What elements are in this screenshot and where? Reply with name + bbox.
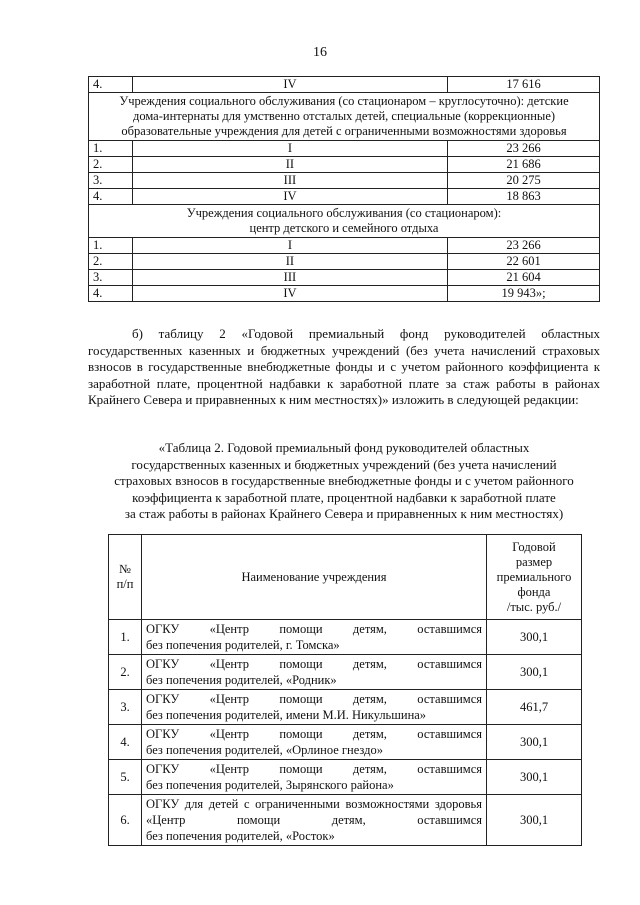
paragraph-line: коэффициента к заработной плате, процентной надбавки к заработной плате xyxy=(88,359,601,391)
caption-line: государственных казенных и бюджетных учреждений (без учета начислений xyxy=(131,456,557,472)
caption-line: «Таблица 2. Годовой премиальный фонд руководителей областных xyxy=(158,440,530,455)
name-line: без попечения родителей, имени М.И. Никульшина» xyxy=(146,708,427,722)
category-cell: III xyxy=(132,173,447,189)
header-fund-line: фонда xyxy=(517,584,551,599)
value-cell: 21 604 xyxy=(448,270,600,286)
header-number xyxy=(109,535,142,620)
row-number: 4. xyxy=(89,286,133,302)
section-line: Учреждения социального обслуживания (со стационаром – круглосуточно): детские xyxy=(119,94,569,108)
header-name: Наименование учреждения xyxy=(142,535,487,620)
paragraph-line: б) таблицу 2 «Годовой премиальный фонд руководителей областных xyxy=(132,326,600,341)
row-number: 1. xyxy=(89,238,133,254)
value-cell: 18 863 xyxy=(448,189,600,205)
section-header-boarding-schools xyxy=(89,93,600,141)
paragraph-text xyxy=(88,326,600,409)
table-row xyxy=(109,655,582,690)
fund-value: 300,1 xyxy=(487,655,582,690)
category-cell: II xyxy=(132,157,447,173)
table-row xyxy=(89,254,600,270)
category-cell: IV xyxy=(132,286,447,302)
header-fund-line: Годовой xyxy=(512,539,556,554)
category-cell: III xyxy=(132,270,447,286)
table-row xyxy=(89,238,600,254)
category-cell: IV xyxy=(132,77,447,93)
row-number: 2. xyxy=(89,254,133,270)
fund-value: 300,1 xyxy=(487,725,582,760)
table-row xyxy=(109,795,582,846)
row-number: 5. xyxy=(109,760,142,795)
table-row xyxy=(109,760,582,795)
name-line: без попечения родителей, г. Томска» xyxy=(146,638,340,652)
row-number: 2. xyxy=(89,157,133,173)
row-number: 2. xyxy=(109,655,142,690)
value-cell: 20 275 xyxy=(448,173,600,189)
table-row xyxy=(89,189,600,205)
value-cell: 21 686 xyxy=(448,157,600,173)
table-row xyxy=(109,725,582,760)
category-cell: IV xyxy=(132,189,447,205)
value-cell: 19 943»; xyxy=(448,286,600,302)
institution-name xyxy=(142,725,487,760)
value-cell: 23 266 xyxy=(448,238,600,254)
institution-name xyxy=(142,620,487,655)
paragraph-line: за стаж работы в районах Крайнего Севера и приравненных к ним местностях)» xyxy=(88,375,600,407)
table-row xyxy=(89,141,600,157)
salary-table-continuation xyxy=(88,76,600,302)
paragraph-line: государственных казенных и бюджетных учреждений (без учета начислений xyxy=(88,342,536,358)
table-row xyxy=(109,620,582,655)
table-caption xyxy=(88,440,600,523)
row-number: 6. xyxy=(109,795,142,846)
section-header-row xyxy=(89,93,600,141)
row-number: 4. xyxy=(89,77,133,93)
name-line: ОГКУ для детей с ограниченными возможностями xyxy=(146,797,430,811)
row-number: 4. xyxy=(109,725,142,760)
institution-name xyxy=(142,655,487,690)
header-fund-line: премиального xyxy=(496,569,572,584)
name-line: без попечения родителей, «Росток» xyxy=(146,829,335,843)
fund-value: 300,1 xyxy=(487,620,582,655)
row-number: 1. xyxy=(109,620,142,655)
premium-fund-table xyxy=(108,534,582,846)
header-row xyxy=(109,535,582,620)
institution-name xyxy=(142,690,487,725)
caption-line: коэффициента к заработной плате, процентной надбавки к заработной плате xyxy=(132,489,556,505)
table-row xyxy=(109,690,582,725)
header-fund xyxy=(487,535,582,620)
paragraph-line: изложить в следующей редакции: xyxy=(391,392,579,407)
value-cell: 22 601 xyxy=(448,254,600,270)
section-line: центр детского и семейного отдыха xyxy=(249,221,439,235)
name-line: ОГКУ «Центр помощи детям, оставшимся xyxy=(146,622,482,636)
header-num-symbol: № xyxy=(119,562,131,576)
fund-value: 300,1 xyxy=(487,760,582,795)
table-row xyxy=(89,270,600,286)
table-row xyxy=(89,77,600,93)
name-line: без попечения родителей, «Родник» xyxy=(146,673,337,687)
category-cell: I xyxy=(132,141,447,157)
section-line: образовательные учреждения для детей с ограниченными возможностями здоровья xyxy=(121,124,567,138)
row-number: 3. xyxy=(109,690,142,725)
name-line: без попечения родителей, Зырянского района» xyxy=(146,778,394,792)
name-line: здоровья «Центр помощи детям, оставшимся xyxy=(146,797,483,827)
fund-value: 461,7 xyxy=(487,690,582,725)
category-cell: I xyxy=(132,238,447,254)
fund-value: 300,1 xyxy=(487,795,582,846)
name-line: ОГКУ «Центр помощи детям, оставшимся xyxy=(146,762,482,776)
name-line: ОГКУ «Центр помощи детям, оставшимся xyxy=(146,657,482,671)
name-line: ОГКУ «Центр помощи детям, оставшимся xyxy=(146,692,482,706)
section-line: дома-интернаты для умственно отсталых детей, специальные (коррекционные) xyxy=(132,109,556,123)
header-fund-line: /тыс. руб./ xyxy=(506,599,562,614)
value-cell: 23 266 xyxy=(448,141,600,157)
page-number: 16 xyxy=(313,45,327,60)
header-fund-line: размер xyxy=(515,554,553,569)
table-row xyxy=(89,286,600,302)
section-header-family-center xyxy=(89,205,600,238)
table-row xyxy=(89,157,600,173)
row-number: 1. xyxy=(89,141,133,157)
value-cell: 17 616 xyxy=(448,77,600,93)
section-line: Учреждения социального обслуживания (со стационаром): xyxy=(186,206,502,220)
table-row xyxy=(89,173,600,189)
row-number: 3. xyxy=(89,173,133,189)
category-cell: II xyxy=(132,254,447,270)
row-number: 4. xyxy=(89,189,133,205)
row-number: 3. xyxy=(89,270,133,286)
institution-name xyxy=(142,760,487,795)
name-line: ОГКУ «Центр помощи детям, оставшимся xyxy=(146,727,482,741)
paragraph-line: страховых взносов в государственные внебюджетные фонды и с учетом районного xyxy=(88,342,601,374)
amendment-paragraph xyxy=(88,326,600,409)
name-line: без попечения родителей, «Орлиное гнездо» xyxy=(146,743,383,757)
caption-line: за стаж работы в районах Крайнего Севера и приравненных к ним местностях) xyxy=(124,506,564,521)
section-header-row xyxy=(89,205,600,238)
header-num-abbr: п/п xyxy=(116,577,134,591)
caption-line: страховых взносов в государственные внебюджетные фонды и с учетом районного xyxy=(114,473,574,488)
institution-name xyxy=(142,795,487,846)
